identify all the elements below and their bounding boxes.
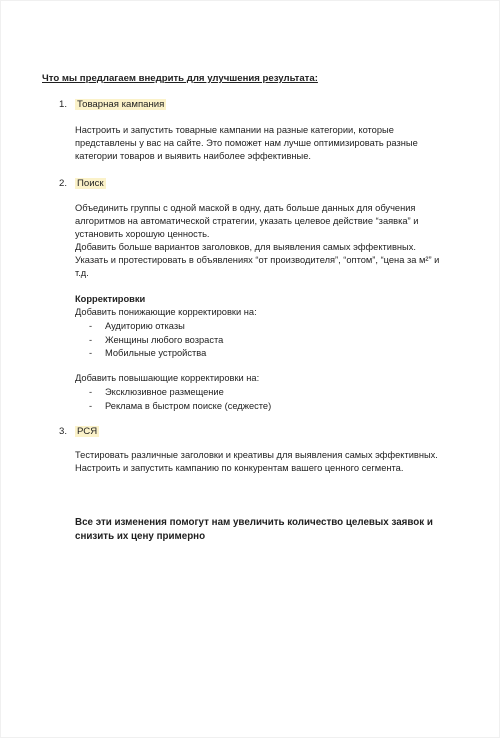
section-2-label: Поиск xyxy=(77,178,104,189)
section-3-number: 3. xyxy=(59,426,68,437)
section-3-label: РСЯ xyxy=(77,426,98,437)
section-3-paragraph-1: Тестировать различные заголовки и креативы для выявления самых эффективных. xyxy=(75,450,438,460)
section-1-text xyxy=(75,124,455,163)
section-1-label: Товарная кампания xyxy=(77,99,165,110)
section-2-paragraph-1: Объединить группы с одной маской в одну, дать больше данных для обучения алгоритмов на автоматической стратегии, указать целевое действие “заявка” и установить хорошую ценность. xyxy=(75,203,419,239)
section-2-text xyxy=(75,202,455,280)
list-item: - Женщины любого возраста xyxy=(89,334,224,345)
section-1-title xyxy=(59,99,166,110)
section-1-paragraph: Настроить и запустить товарные кампании на разные категории, которые представлены у вас на сайте. Это поможет нам лучше оптимизировать разные категории товаров и выявить наиболее эффективные. xyxy=(75,125,418,161)
adjustments-heading: Корректировки xyxy=(75,294,146,304)
lower-adjustments-label: Добавить понижающие корректировки на: xyxy=(75,307,257,317)
section-2-title xyxy=(59,178,106,189)
section-3-title xyxy=(59,426,99,437)
section-2-number: 2. xyxy=(59,178,68,189)
conclusion-text: Все эти изменения помогут нам увеличить количество целевых заявок и снизить их цену примерно xyxy=(75,517,433,542)
raise-adjustments-label: Добавить повышающие корректировки на: xyxy=(75,373,260,383)
section-3-paragraph-2: Настроить и запустить кампанию по конкурентам вашего ценного сегмента. xyxy=(75,463,404,473)
page-heading: Что мы предлагаем внедрить для улучшения результата: xyxy=(42,73,318,84)
list-item: - Реклама в быстром поиске (седжесте) xyxy=(89,400,272,411)
list-item: - Мобильные устройства xyxy=(89,348,207,358)
section-2-paragraph-3: Указать и протестировать в объявлениях “от производителя”, “оптом”, “цена за м²” и т.д. xyxy=(75,255,440,278)
list-item: - Эксклюзивное размещение xyxy=(89,387,224,397)
section-2-paragraph-2: Добавить больше вариантов заголовков, для выявления самых эффективных. xyxy=(75,242,416,252)
section-3-text xyxy=(75,449,455,475)
raise-adjustments-list xyxy=(89,386,271,413)
lower-adjustments-list xyxy=(89,320,223,361)
list-item: - Аудиторию отказы xyxy=(89,321,185,331)
section-1-number: 1. xyxy=(59,99,68,110)
